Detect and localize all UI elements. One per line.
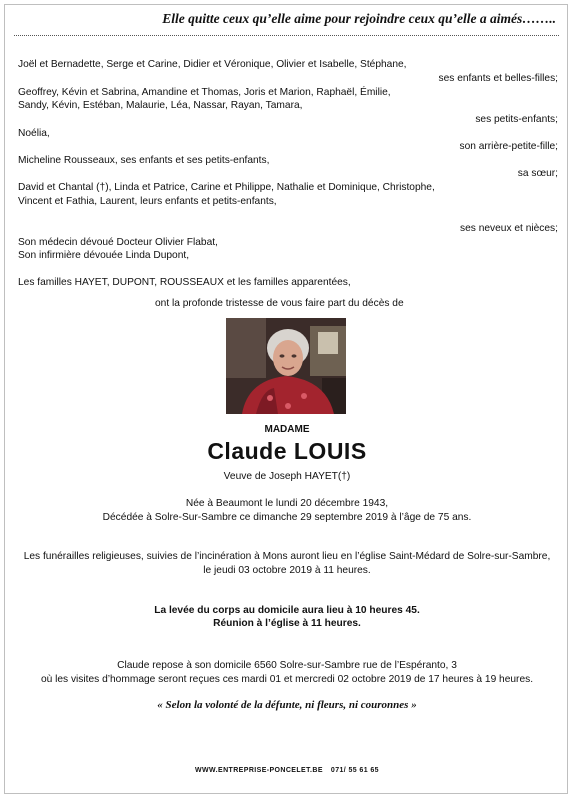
rests-line-2: où les visites d’hommage seront reçues ces mardi 01 et mercredi 02 octobre 2019 de 17 heures à 19 heures. (40, 674, 534, 685)
epigraph: Elle quitte ceux qu’elle aime pour rejoindre ceux qu’elle a aimés…….. (162, 11, 556, 26)
birth-line: Née à Beaumont le lundi 20 décembre 1943, (185, 498, 389, 509)
announcement-line: ont la profonde tristesse de vous faire part du décès de (155, 298, 404, 309)
great-grandchild-role: son arrière-petite-fille; (459, 141, 558, 152)
doctor-line: Son médecin dévoué Docteur Olivier Flabat, (18, 237, 218, 248)
reunion-line: Réunion à l’église à 11 heures. (213, 618, 361, 629)
nephews-names-2: Vincent et Fathia, Laurent, leurs enfants et petits-enfants, (18, 196, 277, 207)
sister-name: Micheline Rousseaux, ses enfants et ses petits-enfants, (18, 155, 270, 166)
grandchildren-names-2: Sandy, Kévin, Estéban, Malaurie, Léa, Nassar, Rayan, Tamara, (18, 100, 303, 111)
children-names: Joël et Bernadette, Serge et Carine, Didier et Véronique, Olivier et Isabelle, Stéphane, (18, 59, 407, 70)
funeral-home-phone: 071/ 55 61 65 (330, 767, 379, 774)
children-role: ses enfants et belles-filles; (438, 73, 558, 84)
grandchildren-role: ses petits-enfants; (475, 114, 558, 125)
great-grandchild-name: Noélia, (18, 128, 50, 139)
rests-line-1: Claude repose à son domicile 6560 Solre-sur-Sambre rue de l’Espéranto, 3 (117, 660, 457, 671)
levee-line: La levée du corps au domicile aura lieu à 10 heures 45. (154, 605, 420, 616)
funeral-home-website: WWW.ENTREPRISE-PONCELET.BE (195, 767, 323, 774)
nurse-line: Son infirmière dévouée Linda Dupont, (18, 250, 190, 261)
death-line: Décédée à Solre-Sur-Sambre ce dimanche 29 septembre 2019 à l’âge de 75 ans. (102, 512, 472, 523)
widow-of-line: Veuve de Joseph HAYET(†) (223, 471, 351, 482)
deceased-name: Claude LOUIS (207, 438, 367, 464)
portrait-photo (226, 318, 346, 414)
sister-role: sa sœur; (517, 168, 558, 179)
families-line: Les familles HAYET, DUPONT, ROUSSEAUX et les familles apparentées, (18, 277, 351, 288)
epigraph-rule (14, 35, 559, 36)
funeral-line-1: Les funérailles religieuses, suivies de l’incinération à Mons auront lieu en l’église Saint-Médard de Solre-sur-Sambre, (23, 551, 551, 562)
no-flowers-wish: « Selon la volonté de la défunte, ni fleurs, ni couronnes » (157, 699, 417, 711)
grandchildren-names-1: Geoffrey, Kévin et Sabrina, Amandine et Thomas, Joris et Marion, Raphaël, Émilie, (18, 87, 391, 98)
honorific: MADAME (264, 424, 310, 435)
nephews-role: ses neveux et nièces; (460, 223, 558, 234)
funeral-line-2: le jeudi 03 octobre 2019 à 11 heures. (203, 565, 371, 576)
nephews-names-1: David et Chantal (†), Linda et Patrice, Carine et Philippe, Nathalie et Dominique, Christophe, (18, 182, 435, 193)
footer (0, 767, 574, 774)
